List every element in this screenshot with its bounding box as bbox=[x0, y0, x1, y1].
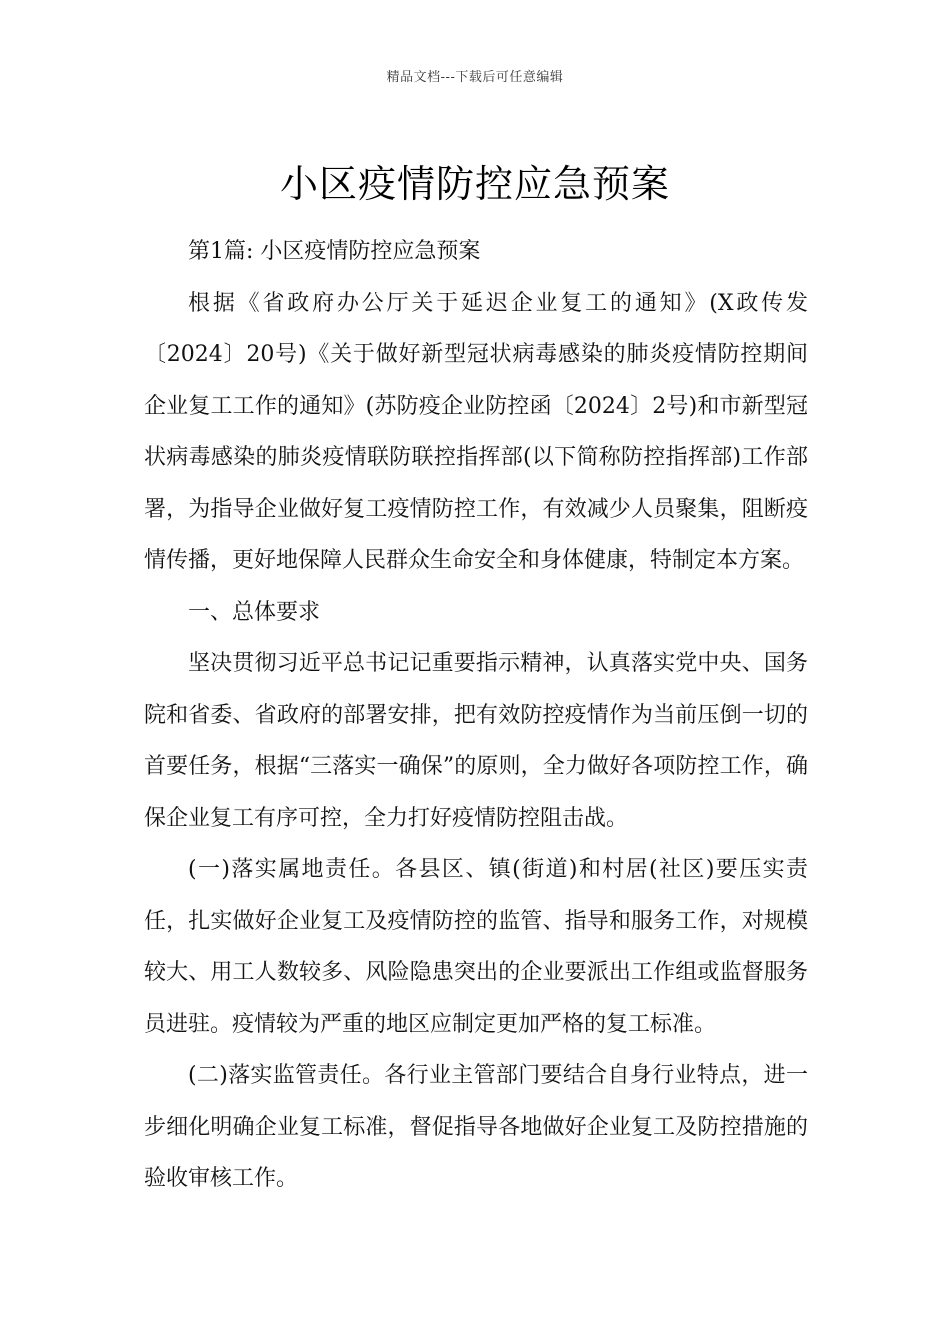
paragraph-territorial-responsibility: (一)落实属地责任。各县区、镇(街道)和村居(社区)要压实责任，扎实做好企业复工及疫情防控的监管、指导和服务工作，对规模较大、用工人数较多、风险隐患突出的企业要派出工作组或监督服务员进驻。疫情较为严重的地区应制定更加严格的复工标准。 bbox=[144, 857, 808, 1037]
section-heading-general-requirements: 一、总体要求 bbox=[188, 599, 321, 625]
document-body bbox=[144, 226, 808, 1205]
header-note: 精品文档---下载后可任意编辑 bbox=[386, 70, 564, 85]
paragraph-general-requirements: 坚决贯彻习近平总书记记重要指示精神，认真落实党中央、国务院和省委、省政府的部署安排，把有效防控疫情作为当前压倒一切的首要任务，根据“三落实一确保”的原则，全力做好各项防控工作，确保企业复工有序可控，全力打好疫情防控阻击战。 bbox=[144, 651, 808, 831]
paragraph-supervision-responsibility: (二)落实监管责任。各行业主管部门要结合自身行业特点，进一步细化明确企业复工标准，督促指导各地做好企业复工及防控措施的验收审核工作。 bbox=[144, 1063, 808, 1191]
section-heading-part-1: 第1篇: 小区疫情防控应急预案 bbox=[188, 239, 481, 264]
paragraph-basis: 根据《省政府办公厅关于延迟企业复工的通知》(X政传发〔2024〕20号)《关于做好新型冠状病毒感染的肺炎疫情防控期间企业复工工作的通知》(苏防疫企业防控函〔2024〕2号)和市新型冠状病毒感染的肺炎疫情联防联控指挥部(以下简称防控指挥部)工作部署，为指导企业做好复工疫情防控工作，有效减少人员聚集，阻断疫情传播，更好地保障人民群众生命安全和身体健康，特制定本方案。 bbox=[144, 290, 808, 573]
document-title: 小区疫情防控应急预案 bbox=[279, 162, 670, 207]
